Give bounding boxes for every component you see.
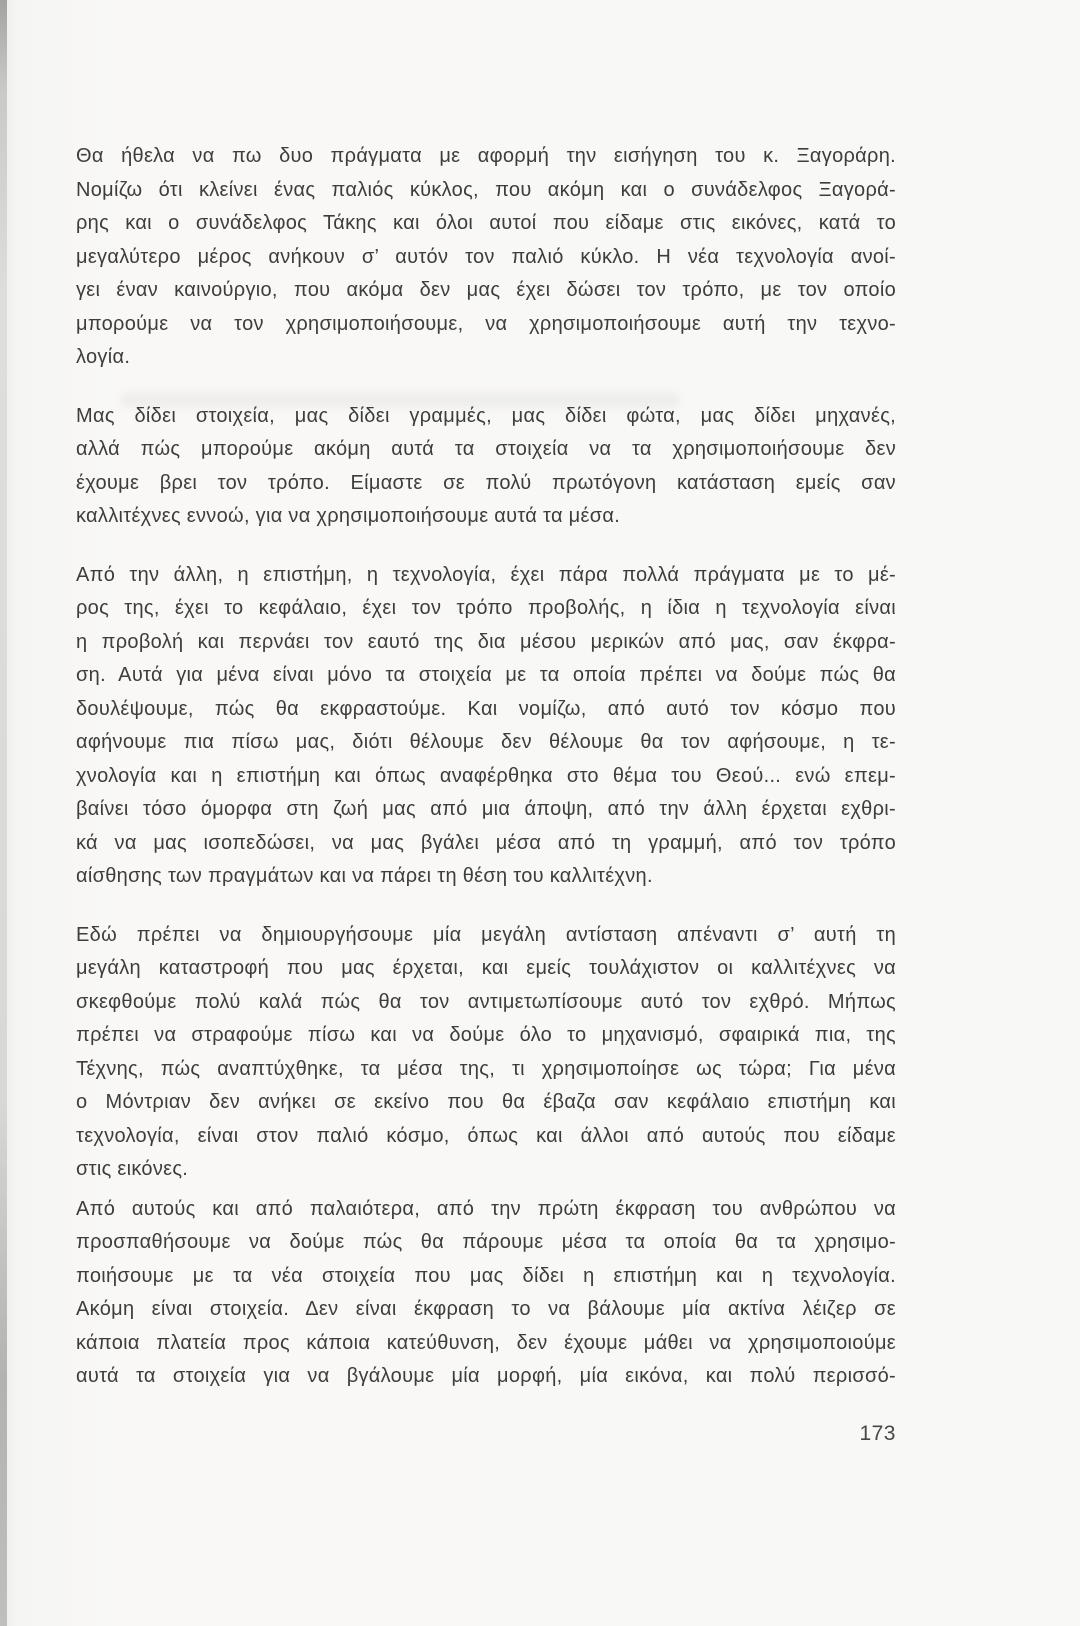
text-line: αλλά πώς μπορούμε ακόμη αυτά τα στοιχεία να τα χρησιμοποιήσουμε δεν (76, 438, 896, 460)
text-line: ση. Αυτά για μένα είναι μόνο τα στοιχεία με τα οποία πρέπει να δούμε πώς θα (76, 664, 896, 686)
paragraph (76, 559, 896, 894)
text-line: ρος της, έχει το κεφάλαιο, έχει τον τρόπο προβολής, η ίδια η τεχνολογία είναι (76, 597, 896, 619)
text-line: Από αυτούς και από παλαιότερα, από την πρώτη έκφραση του ανθρώπου να (76, 1197, 896, 1220)
text-line: βαίνει τόσο όμορφα στη ζωή μας από μια άποψη, από την άλλη έρχεται εχθρι- (76, 798, 896, 820)
text-block (76, 140, 896, 1394)
text-line: μεγαλύτερο μέρος ανήκουν σ’ αυτόν τον παλιό κύκλο. Η νέα τεχνολογία ανοί- (76, 245, 896, 268)
text-line: καλλιτέχνες εννοώ, για να χρησιμοποιήσουμε αυτά τα μέσα. (76, 505, 621, 527)
text-line: Μας δίδει στοιχεία, μας δίδει γραμμές, μας δίδει φώτα, μας δίδει μηχανές, (76, 404, 896, 427)
text-line: ο Μόντριαν δεν ανήκει σε εκείνο που θα έβαζα σαν κεφάλαιο επιστήμη και (76, 1091, 896, 1113)
text-line: ποιήσουμε με τα νέα στοιχεία που μας δίδει η επιστήμη και η τεχνολογία. (76, 1264, 896, 1287)
text-line: γει έναν καινούργιο, που ακόμα δεν μας έχει δώσει τον τρόπο, με τον οποίο (76, 279, 896, 301)
text-line: αίσθησης των πραγμάτων και να πάρει τη θέση του καλλιτέχνη. (76, 865, 653, 887)
text-line: Νομίζω ότι κλείνει ένας παλιός κύκλος, που ακόμη και ο συνάδελφος Ξαγορά- (76, 178, 896, 201)
text-line: δουλέψουμε, πώς θα εκφραστούμε. Και νομίζω, από αυτό τον κόσμο που (76, 697, 896, 720)
paragraph (76, 919, 896, 1187)
text-line: έχουμε βρει τον τρόπο. Είμαστε σε πολύ πρωτόγονη κατάσταση εμείς σαν (76, 471, 896, 494)
text-line: Τέχνης, πώς αναπτύχθηκε, τα μέσα της, τι χρησιμοποίησε ως τώρα; Για μένα (76, 1057, 896, 1080)
text-line: προσπαθήσουμε να δούμε πώς θα πάρουμε μέσα τα οποία θα τα χρησιμο- (76, 1231, 896, 1253)
paragraph (76, 400, 896, 534)
scan-edge-artifact (0, 0, 7, 1626)
text-line: μεγάλη καταστροφή που μας έρχεται, και εμείς τουλάχιστον οι καλλιτέχνες να (76, 957, 896, 979)
text-line: Από την άλλη, η επιστήμη, η τεχνολογία, έχει πάρα πολλά πράγματα με το μέ- (76, 563, 896, 586)
text-line: Θα ήθελα να πω δυο πράγματα με αφορμή την εισήγηση του κ. Ξαγοράρη. (76, 145, 896, 167)
text-line: Ακόμη είναι στοιχεία. Δεν είναι έκφραση το να βάλουμε μία ακτίνα λέιζερ σε (76, 1298, 896, 1320)
text-line: αυτά τα στοιχεία για να βγάλουμε μία μορφή, μία εικόνα, και πολύ περισσό- (76, 1365, 896, 1387)
text-line: σκεφθούμε πολύ καλά πώς θα τον αντιμετωπίσουμε αυτό τον εχθρό. Μήπως (76, 990, 896, 1013)
text-line: πρέπει να στραφούμε πίσω και να δούμε όλο το μηχανισμό, σφαιρικά πια, της (76, 1024, 896, 1046)
text-line: χνολογία και η επιστήμη και όπως αναφέρθηκα στο θέμα του Θεού... ενώ επεμ- (76, 764, 896, 787)
text-line: η προβολή και περνάει τον εαυτό της δια μέσου μερικών από μας, σαν έκφρα- (76, 630, 896, 653)
paragraph (76, 1193, 896, 1394)
text-line: αφήνουμε πια πίσω μας, διότι θέλουμε δεν θέλουμε θα τον αφήσουμε, η τε- (76, 731, 896, 753)
paragraph (76, 140, 896, 375)
text-line: κάποια πλατεία προς κάποια κατεύθυνση, δεν έχουμε μάθει να χρησιμοποιούμε (76, 1331, 896, 1354)
text-line: τεχνολογία, είναι στον παλιό κόσμο, όπως και άλλοι από αυτούς που είδαμε (76, 1124, 896, 1147)
text-line: στις εικόνες. (76, 1158, 189, 1180)
text-line: ρης και ο συνάδελφος Τάκης και όλοι αυτοί που είδαμε στις εικόνες, κατά το (76, 212, 896, 234)
text-line: μπορούμε να τον χρησιμοποιήσουμε, να χρησιμοποιήσουμε αυτή την τεχνο- (76, 312, 896, 335)
text-line: κά να μας ισοπεδώσει, να μας βγάλει μέσα από τη γραμμή, από τον τρόπο (76, 831, 896, 854)
page-number: 173 (859, 1422, 896, 1445)
text-line: Εδώ πρέπει να δημιουργήσουμε μία μεγάλη αντίσταση απέναντι σ’ αυτή τη (76, 923, 896, 946)
text-line: λογία. (76, 346, 131, 368)
